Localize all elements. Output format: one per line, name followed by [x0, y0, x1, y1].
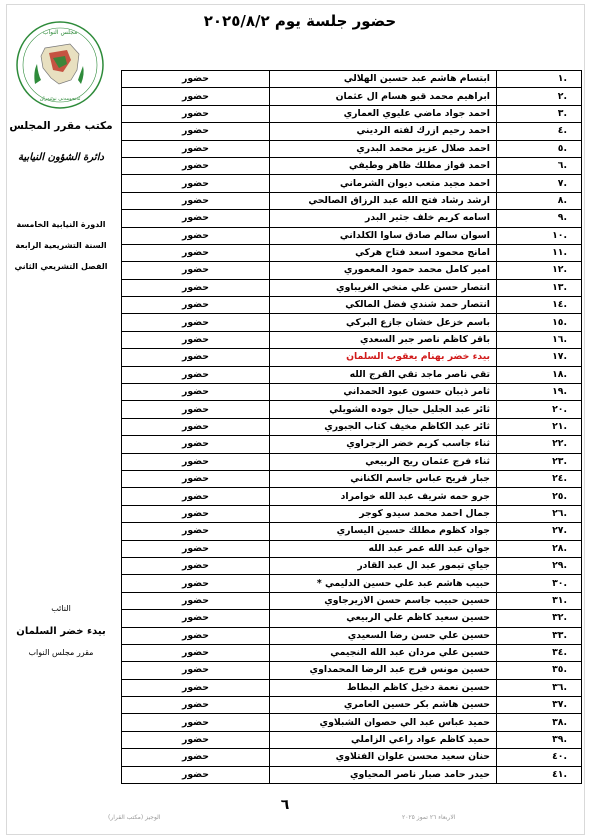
row-number: .١٨: [497, 366, 582, 383]
row-number: .٥: [497, 140, 582, 157]
row-number: .٢٦: [497, 505, 582, 522]
table-row: [122, 540, 582, 557]
member-name: ارشد رشاد فتح الله عبد الرزاق الصالحي: [270, 192, 497, 209]
table-row: [122, 314, 582, 331]
attendance-status: حضور: [122, 88, 270, 105]
member-name: انتصار حسن علي منخي الغريباوي: [270, 279, 497, 296]
table-row: [122, 418, 582, 435]
table-row: [122, 714, 582, 731]
table-row: [122, 592, 582, 609]
table-row: [122, 262, 582, 279]
member-name: باقر كاظم ناصر جبر السعدي: [270, 331, 497, 348]
row-number: .٣٩: [497, 731, 582, 748]
row-number: .٢٨: [497, 540, 582, 557]
table-row: [122, 384, 582, 401]
table-row: [122, 192, 582, 209]
member-name: حميد كاظم عواد راعي الزاملي: [270, 731, 497, 748]
row-number: .٣٢: [497, 610, 582, 627]
row-number: .١٣: [497, 279, 582, 296]
attendance-status: حضور: [122, 418, 270, 435]
attendance-status: حضور: [122, 505, 270, 522]
table-row: [122, 366, 582, 383]
member-name: ثائر عبد الكاظم مخيف كتاب الجبوري: [270, 418, 497, 435]
member-name: حميد عباس عبد الي حصوان الشبلاوي: [270, 714, 497, 731]
attendance-status: حضور: [122, 140, 270, 157]
row-number: .٤٠: [497, 749, 582, 766]
table-row: [122, 331, 582, 348]
member-name: احمد فواز مطلك ظاهر وطيفي: [270, 157, 497, 174]
row-number: .١٦: [497, 331, 582, 348]
row-number: .٢٠: [497, 401, 582, 418]
member-name: حنان سعيد محسن علوان الفتلاوي: [270, 749, 497, 766]
table-row: [122, 401, 582, 418]
member-name: ثامر ذيبان حسون عبود الحمداني: [270, 384, 497, 401]
table-row: [122, 644, 582, 661]
attendance-status: حضور: [122, 436, 270, 453]
row-number: .٧: [497, 175, 582, 192]
member-name: جبار فريح عباس جاسم الكناني: [270, 470, 497, 487]
row-number: .٣٧: [497, 697, 582, 714]
attendance-status: حضور: [122, 540, 270, 557]
row-number: .٩: [497, 210, 582, 227]
attendance-status: حضور: [122, 470, 270, 487]
member-name: احمد جواد ماضي عليوي العماري: [270, 105, 497, 122]
table-row: [122, 297, 582, 314]
attendance-status: حضور: [122, 749, 270, 766]
table-row: [122, 71, 582, 88]
member-name: جمال احمد محمد سيدو كوجر: [270, 505, 497, 522]
member-name: جواد كظوم مطلك حسين اليساري: [270, 523, 497, 540]
table-row: [122, 575, 582, 592]
session-label: الدورة النيابية الخامسة: [16, 220, 106, 229]
member-name: حسين سعيد كاظم علي الربيعي: [270, 610, 497, 627]
row-number: .٢١: [497, 418, 582, 435]
attendance-status: حضور: [122, 644, 270, 661]
row-number: .٢٤: [497, 470, 582, 487]
row-number: .٣٣: [497, 627, 582, 644]
attendance-status: حضور: [122, 662, 270, 679]
table-row: [122, 662, 582, 679]
attendance-status: حضور: [122, 192, 270, 209]
member-name: جياي تيمور عبد ال عبد القادر: [270, 557, 497, 574]
page-title: حضور جلسة يوم ٢٠٢٥/٨/٢: [203, 12, 397, 30]
row-number: .٤: [497, 123, 582, 140]
attendance-table: [121, 70, 567, 784]
attendance-status: حضور: [122, 610, 270, 627]
attendance-status: حضور: [122, 557, 270, 574]
logo-arc-text: مجلس النواب: [42, 29, 78, 36]
table-row: [122, 749, 582, 766]
year-label: السنة التشريعية الرابعة: [15, 241, 107, 250]
table-row: [122, 105, 582, 122]
member-name: احمد صلال عزيز محمد البدري: [270, 140, 497, 157]
row-number: .٦: [497, 157, 582, 174]
signature-role: مقرر مجلس النواب: [28, 648, 94, 657]
attendance-status: حضور: [122, 227, 270, 244]
attendance-status: حضور: [122, 297, 270, 314]
row-number: .٣٤: [497, 644, 582, 661]
attendance-status: حضور: [122, 349, 270, 366]
table-row: [122, 505, 582, 522]
table-row: [122, 349, 582, 366]
member-name: بيدء خضر بهنام يعقوب السلمان: [270, 349, 497, 366]
row-number: .١٢: [497, 262, 582, 279]
row-number: .٣٦: [497, 679, 582, 696]
table-row: [122, 523, 582, 540]
row-number: .١١: [497, 244, 582, 261]
attendance-status: حضور: [122, 105, 270, 122]
signature-title: النائب: [51, 604, 71, 613]
table-row: [122, 470, 582, 487]
footer-right-note: الاربعاء ٢٦ تموز ٢٠٢٥: [402, 814, 456, 821]
attendance-status: حضور: [122, 262, 270, 279]
table-row: [122, 453, 582, 470]
member-name: ابراهيم محمد قبو هسام ال عثمان: [270, 88, 497, 105]
logo-bottom-text: ئەنجومەنی نوێنەران: [39, 96, 81, 102]
attendance-status: حضور: [122, 123, 270, 140]
attendance-status: حضور: [122, 71, 270, 88]
member-name: جوان عبد الله عمر عبد الله: [270, 540, 497, 557]
attendance-status: حضور: [122, 314, 270, 331]
attendance-status: حضور: [122, 523, 270, 540]
attendance-status: حضور: [122, 627, 270, 644]
attendance-status: حضور: [122, 401, 270, 418]
attendance-status: حضور: [122, 366, 270, 383]
member-name: ثناء فرج عثمان ريح الربيعي: [270, 453, 497, 470]
parliament-logo: [15, 20, 105, 110]
member-name: حسين هاشم بكر حسين العامري: [270, 697, 497, 714]
attendance-status: حضور: [122, 714, 270, 731]
term-label: الفصل التشريعي الثاني: [14, 262, 108, 271]
member-name: حبيب هاشم عبد علي حسين الدليمي *: [270, 575, 497, 592]
attendance-status: حضور: [122, 175, 270, 192]
member-name: ابتسام هاشم عبد حسين الهلالي: [270, 71, 497, 88]
table-row: [122, 244, 582, 261]
row-number: .١: [497, 71, 582, 88]
row-number: .٤١: [497, 766, 582, 783]
table-row: [122, 697, 582, 714]
row-number: .٢: [497, 88, 582, 105]
member-name: ثناء جاسب كريم خضر الزجراوي: [270, 436, 497, 453]
member-name: احمد رحيم ازرك لفته الرديني: [270, 123, 497, 140]
member-name: حسين نعمة دخيل كاظم البطاط: [270, 679, 497, 696]
row-number: .١٤: [497, 297, 582, 314]
row-number: .٣: [497, 105, 582, 122]
attendance-status: حضور: [122, 210, 270, 227]
member-name: حسين مونس فرج عبد الرضا المحمداوي: [270, 662, 497, 679]
page-number: ٦: [280, 797, 290, 813]
attendance-status: حضور: [122, 331, 270, 348]
table-row: [122, 679, 582, 696]
row-number: .١٠: [497, 227, 582, 244]
row-number: .٢٥: [497, 488, 582, 505]
row-number: .٢٧: [497, 523, 582, 540]
table-row: [122, 627, 582, 644]
table-row: [122, 436, 582, 453]
member-name: احمد مجيد متعب ديوان الشرماني: [270, 175, 497, 192]
row-number: .١٧: [497, 349, 582, 366]
row-number: .٣٨: [497, 714, 582, 731]
table-row: [122, 488, 582, 505]
attendance-status: حضور: [122, 766, 270, 783]
footer-left-note: الوجيز (مكتب القرار): [108, 814, 161, 821]
table-row: [122, 766, 582, 783]
row-number: .٣٠: [497, 575, 582, 592]
row-number: .٢٩: [497, 557, 582, 574]
table-row: [122, 731, 582, 748]
row-number: .٨: [497, 192, 582, 209]
member-name: باسم خزعل خشان جازع البركي: [270, 314, 497, 331]
member-name: جرو حمه شريف عبد الله خوامراد: [270, 488, 497, 505]
table-row: [122, 157, 582, 174]
member-name: ثائر عبد الجليل حيال جوده الشويلي: [270, 401, 497, 418]
attendance-status: حضور: [122, 697, 270, 714]
table-row: [122, 88, 582, 105]
member-name: تقي ناصر ماجد تقي الفرج الله: [270, 366, 497, 383]
attendance-status: حضور: [122, 384, 270, 401]
attendance-status: حضور: [122, 592, 270, 609]
attendance-status: حضور: [122, 575, 270, 592]
department-heading: دائرة الشؤون النيابية: [18, 152, 104, 163]
attendance-status: حضور: [122, 453, 270, 470]
member-name: حسين حبيب جاسم حسن الازيرجاوي: [270, 592, 497, 609]
table-row: [122, 279, 582, 296]
attendance-status: حضور: [122, 679, 270, 696]
attendance-status: حضور: [122, 488, 270, 505]
row-number: .٣٥: [497, 662, 582, 679]
attendance-status: حضور: [122, 279, 270, 296]
table-row: [122, 123, 582, 140]
attendance-status: حضور: [122, 244, 270, 261]
member-name: امير كامل محمد حمود المعموري: [270, 262, 497, 279]
row-number: .١٩: [497, 384, 582, 401]
office-heading: مكتب مقرر المجلس: [9, 120, 113, 132]
member-name: اسوان سالم صادق ساوا الكلداني: [270, 227, 497, 244]
table-row: [122, 610, 582, 627]
member-name: امانج محمود اسعد فتاح هركي: [270, 244, 497, 261]
table-row: [122, 175, 582, 192]
row-number: .١٥: [497, 314, 582, 331]
member-name: اسامه كريم خلف جثير البدر: [270, 210, 497, 227]
table-row: [122, 227, 582, 244]
table-row: [122, 557, 582, 574]
row-number: .٢٢: [497, 436, 582, 453]
attendance-status: حضور: [122, 731, 270, 748]
member-name: حسين علي مردان عبد الله النجيمي: [270, 644, 497, 661]
member-name: حيدر حامد صبار ناصر المحياوي: [270, 766, 497, 783]
table-row: [122, 210, 582, 227]
table-row: [122, 140, 582, 157]
attendance-status: حضور: [122, 157, 270, 174]
row-number: .٣١: [497, 592, 582, 609]
row-number: .٢٣: [497, 453, 582, 470]
member-name: حسين علي حسن رضا السعيدي: [270, 627, 497, 644]
member-name: انتصار حمد شندي فضل المالكي: [270, 297, 497, 314]
signature-name: بيدء خضر السلمان: [16, 626, 106, 637]
